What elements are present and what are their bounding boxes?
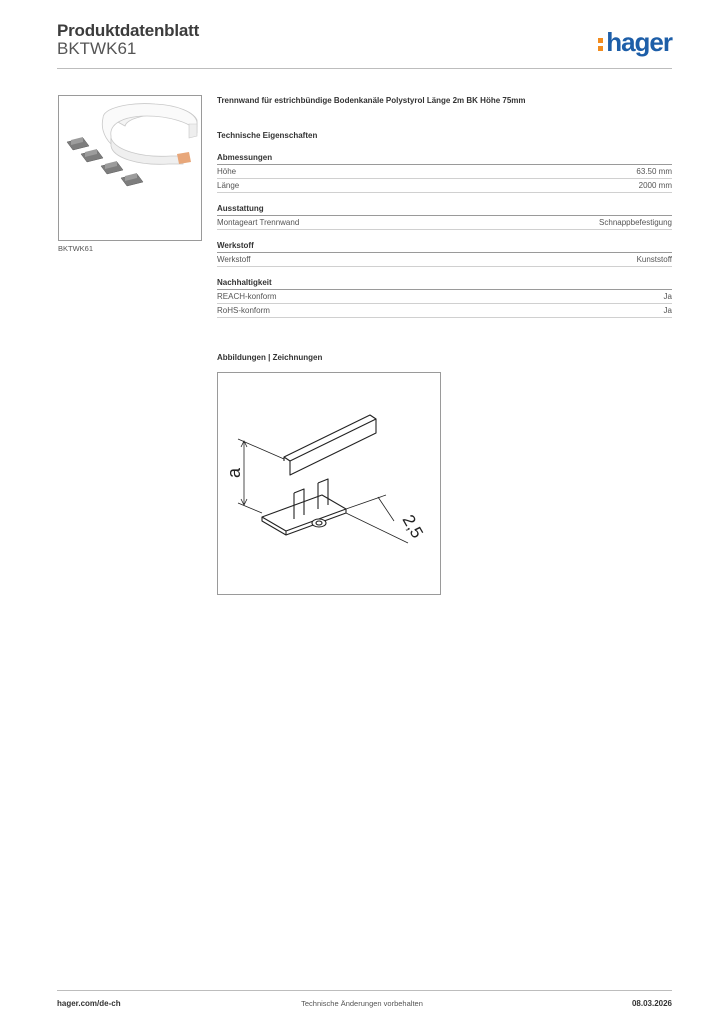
group-title: Werkstoff xyxy=(217,241,672,253)
footer-date: 08.03.2026 xyxy=(631,999,672,1008)
technical-section-title: Technische Eigenschaften xyxy=(217,131,318,140)
spec-value: Schnappbefestigung xyxy=(599,218,672,227)
logo-dots-icon xyxy=(598,34,604,53)
divider-strip-photo-icon xyxy=(59,96,201,240)
spec-value: Ja xyxy=(663,306,672,315)
group-title: Abmessungen xyxy=(217,153,672,165)
article-number: BKTWK61 xyxy=(57,39,137,58)
logo-text: hager xyxy=(606,27,672,57)
product-image xyxy=(58,95,202,241)
spec-row xyxy=(217,179,672,193)
spec-value: Kunststoff xyxy=(636,255,672,264)
spec-row xyxy=(217,165,672,179)
image-caption: BKTWK61 xyxy=(58,244,94,253)
spec-row xyxy=(217,290,672,304)
group-abmessungen xyxy=(217,153,672,193)
spec-label: Montageart Trennwand xyxy=(217,218,300,227)
group-werkstoff xyxy=(217,241,672,267)
technical-drawing xyxy=(217,372,441,595)
spec-label: Höhe xyxy=(217,167,237,176)
dimension-a-label: a xyxy=(224,467,244,479)
hager-logo[interactable] xyxy=(598,27,672,58)
document-title: Produktdatenblatt xyxy=(57,21,200,40)
group-ausstattung xyxy=(217,204,672,230)
spec-label: Werkstoff xyxy=(217,255,251,264)
group-nachhaltigkeit xyxy=(217,278,672,318)
group-title: Nachhaltigkeit xyxy=(217,278,672,290)
spec-row xyxy=(217,253,672,267)
dimension-thickness-label: 2,5 xyxy=(398,511,427,542)
spec-row xyxy=(217,304,672,318)
footer-website-link[interactable]: hager.com/de-ch xyxy=(57,999,121,1008)
spec-label: REACH-konform xyxy=(217,292,277,301)
footer-divider xyxy=(57,990,672,991)
header-divider xyxy=(57,68,672,69)
product-description: Trennwand für estrichbündige Bodenkanäle Polystyrol Länge 2m BK Höhe 75mm xyxy=(217,96,526,105)
group-title: Ausstattung xyxy=(217,204,672,216)
drawings-title: Abbildungen | Zeichnungen xyxy=(217,353,323,362)
spec-label: Länge xyxy=(217,181,240,190)
spec-value: 2000 mm xyxy=(638,181,672,190)
spec-value: 63.50 mm xyxy=(636,167,672,176)
spec-row xyxy=(217,216,672,230)
footer-notice: Technische Änderungen vorbehalten xyxy=(301,999,423,1008)
divider-clip-drawing-icon xyxy=(218,373,440,594)
product-details xyxy=(217,96,672,329)
spec-value: Ja xyxy=(663,292,672,301)
spec-label: RoHS-konform xyxy=(217,306,270,315)
